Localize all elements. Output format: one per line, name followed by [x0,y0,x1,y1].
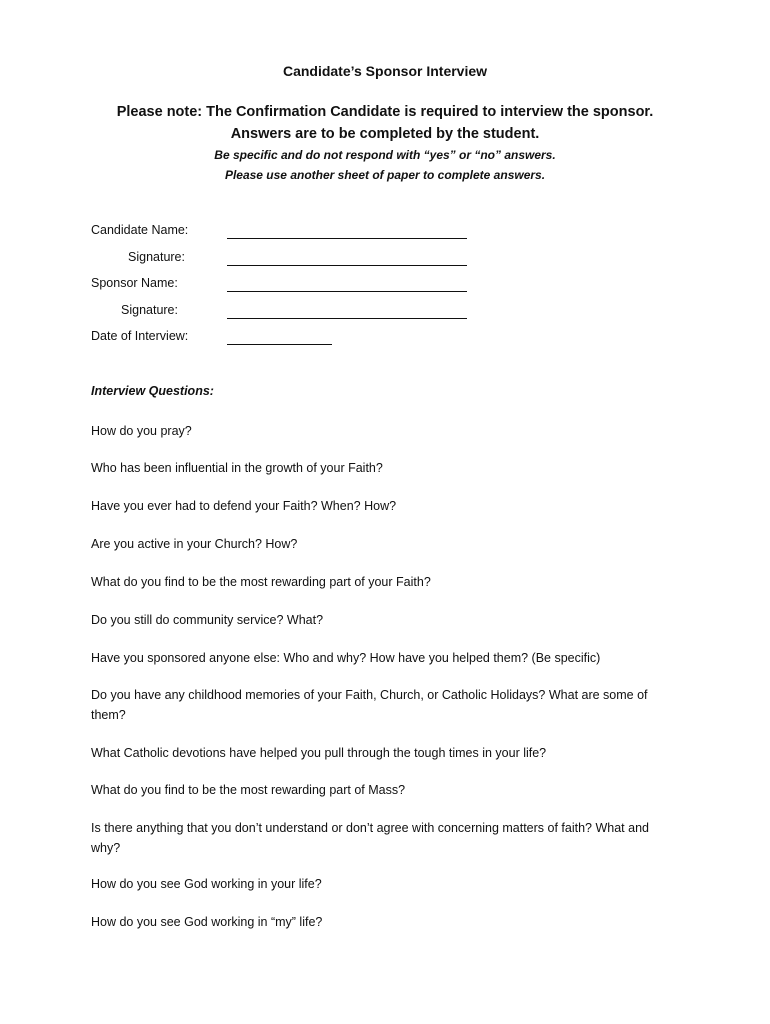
instruction-line-2: Please use another sheet of paper to complete answers. [224,168,546,182]
candidate-signature-label: Signature: [128,250,185,264]
candidate-name-label: Candidate Name: [91,223,189,237]
instruction-line-1: Be specific and do not respond with “yes” or “no” answers. [214,148,556,162]
sponsor-signature-label: Signature: [121,303,178,317]
page-title: Candidate’s Sponsor Interview [282,63,488,79]
question-item: What do you find to be the most rewarding part of your Faith? [91,575,431,589]
date-of-interview-field[interactable] [227,344,332,345]
question-item: Do you have any childhood memories of your Faith, Church, or Catholic Holidays? What are some of them? [91,688,648,722]
question-item: Have you ever had to defend your Faith? When? How? [91,499,397,513]
sponsor-name-label: Sponsor Name: [91,276,178,290]
sponsor-name-field[interactable] [227,291,467,292]
interview-questions-heading: Interview Questions: [91,384,214,398]
question-item: Who has been influential in the growth of your Faith? [91,461,383,475]
question-item: What do you find to be the most rewarding part of Mass? [91,783,406,797]
candidate-name-field[interactable] [227,238,467,239]
date-of-interview-label: Date of Interview: [91,329,189,343]
question-item: What Catholic devotions have helped you pull through the tough times in your life? [91,746,547,760]
question-item: How do you see God working in your life? [91,877,322,891]
sponsor-signature-field[interactable] [227,318,467,319]
question-item: How do you see God working in “my” life? [91,915,323,929]
question-item: Have you sponsored anyone else: Who and why? How have you helped them? (Be specific) [91,651,601,665]
candidate-signature-field[interactable] [227,265,467,266]
note-line-1: Please note: The Confirmation Candidate is required to interview the sponsor. [116,104,654,120]
question-item: How do you pray? [91,424,192,438]
question-item: Do you still do community service? What? [91,613,324,627]
question-item: Are you active in your Church? How? [91,537,298,551]
question-item: Is there anything that you don’t understand or don’t agree with concerning matters of faith? What and why? [91,821,649,855]
note-line-2: Answers are to be completed by the student. [230,126,540,142]
